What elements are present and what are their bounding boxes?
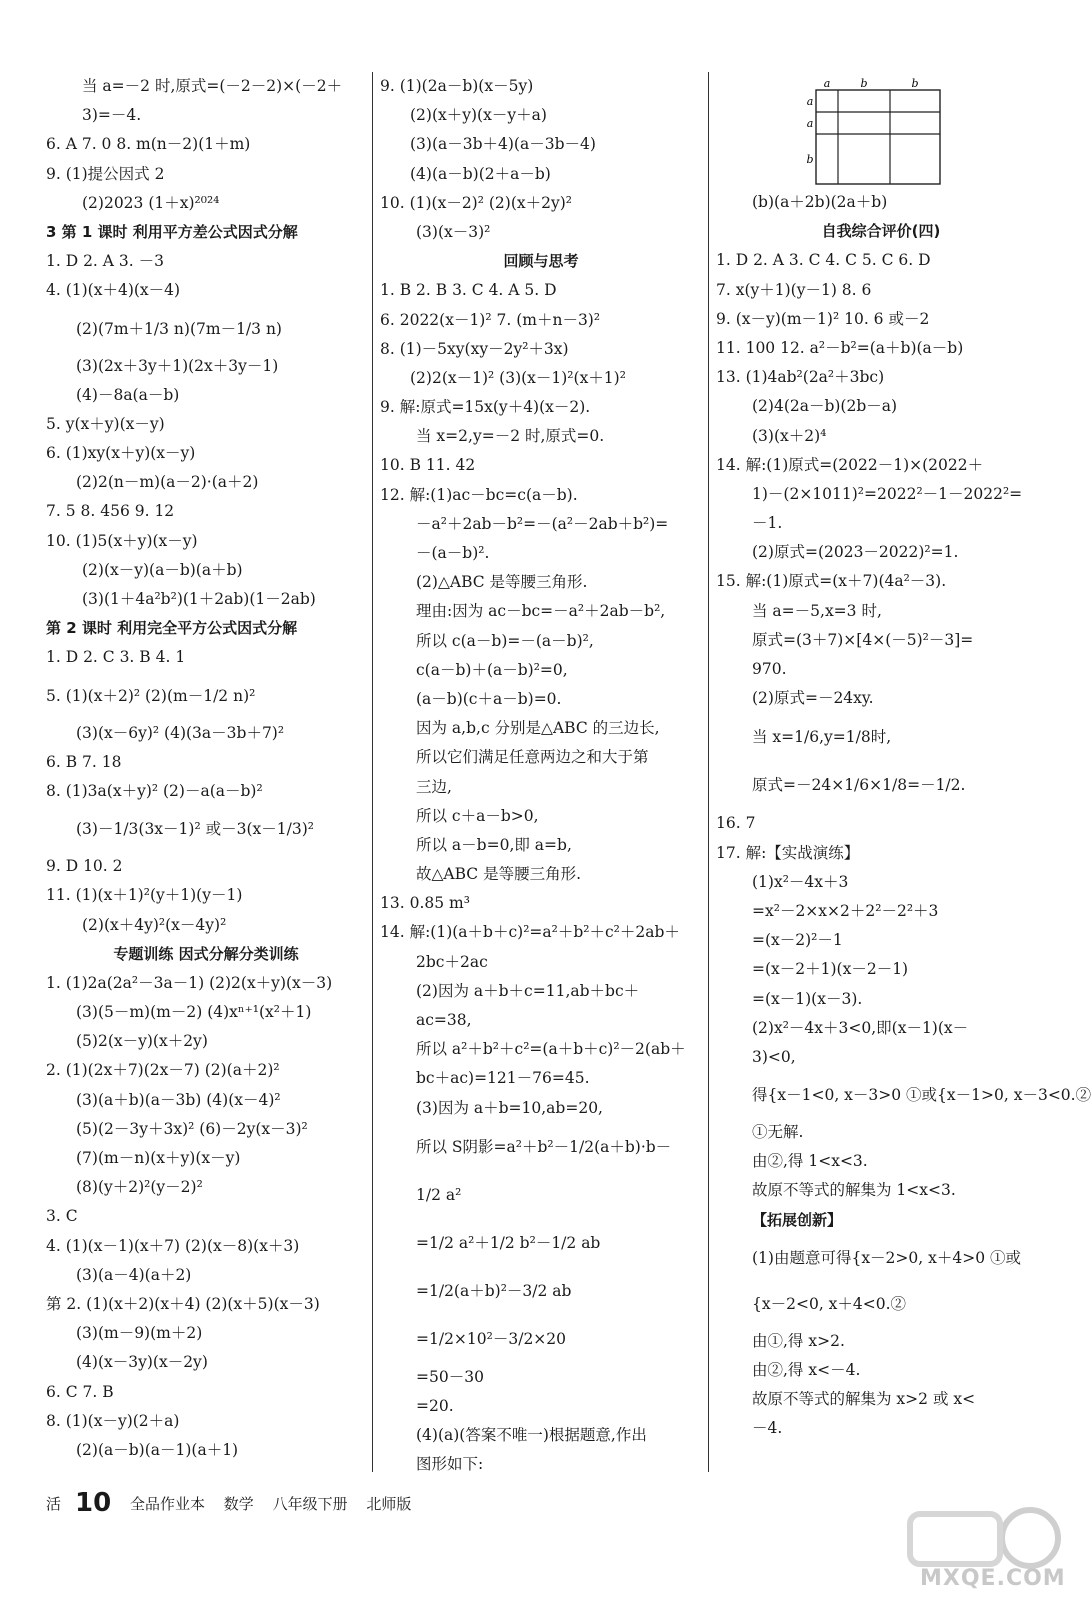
answer-line: =50－30 (416, 1367, 484, 1386)
answer-line: 3)=－4. (82, 106, 142, 125)
answer-line: 所以它们满足任意两边之和大于第 (416, 748, 649, 767)
answer-line: 11. 100 12. a²－b²=(a＋b)(a－b) (716, 338, 964, 357)
answer-line: =1/2 a²＋1/2 b²－1/2 ab (416, 1233, 601, 1252)
answer-line: 9. (1)(2a－b)(x－5y) (380, 77, 534, 95)
answer-line: 1. D 2. A 3. －3 (46, 252, 164, 271)
column-2 (380, 72, 702, 1480)
watermark-text: MXQE.COM (920, 1566, 1066, 1591)
column-1 (46, 72, 366, 1465)
answer-line: (4)(x－3y)(x－2y) (76, 1353, 208, 1372)
answer-line: 13. (1)4ab²(2a²＋3bc) (716, 368, 885, 387)
answer-line: 14. 解:(1)(a＋b＋c)²=a²＋b²＋c²＋2ab＋ (380, 923, 680, 942)
answer-line: (2)x²－4x＋3<0,即(x－1)(x－ (752, 1018, 969, 1037)
answer-line: 14. 解:(1)原式=(2022－1)×(2022＋ (716, 455, 984, 474)
answer-line: 11. (1)(x＋1)²(y＋1)(y－1) (46, 886, 243, 905)
answer-line: 7. x(y＋1)(y－1) 8. 6 (716, 280, 872, 299)
answer-line: (3)(a＋b)(a－3b) (4)(x－4)² (76, 1090, 281, 1109)
answer-line: {x－2<0, x＋4<0.② (752, 1294, 907, 1313)
answer-line: 6. C 7. B (46, 1382, 114, 1401)
section-heading: 回顾与思考 (503, 252, 579, 271)
figure-row-label: a (806, 95, 814, 108)
answer-line: －a²＋2ab－b²=－(a²－2ab＋b²)= (416, 514, 669, 533)
answer-line: (2)(x－y)(a－b)(a＋b) (82, 560, 243, 579)
answer-line: 15. 解:(1)原式=(x＋7)(4a²－3). (716, 572, 947, 591)
answer-line: 1. D 2. A 3. C 4. C 5. C 6. D (716, 251, 931, 270)
figure-col-label: b (911, 77, 919, 90)
answer-line: 因为 a,b,c 分别是△ABC 的三边长, (416, 719, 660, 738)
column-3 (716, 188, 1091, 1444)
answer-line: (8)(y＋2)²(y－2)² (76, 1178, 203, 1197)
answer-line: 12. 解:(1)ac－bc=c(a－b). (380, 485, 578, 504)
answer-line: 由②,得 1<x<3. (752, 1152, 868, 1171)
answer-line: =20. (416, 1396, 454, 1415)
answer-line: 故原不等式的解集为 1<x<3. (752, 1181, 956, 1200)
answer-line: (3)－1/3(3x－1)² 或－3(x－1/3)² (76, 820, 314, 839)
answer-line: (2)(x＋y)(x－y＋a) (410, 106, 547, 125)
answer-line: 10. B 11. 42 (380, 456, 476, 475)
answer-line: (2)2(n－m)(a－2)·(a＋2) (76, 473, 259, 492)
answer-line: 8. (1)－5xy(xy－2y²＋3x) (380, 339, 569, 358)
answer-line: (3)(a－4)(a＋2) (76, 1265, 192, 1284)
answer-line: ac=38, (416, 1011, 472, 1029)
answer-line: 13. 0.85 m³ (380, 894, 470, 913)
answer-line: (2)原式=－24xy. (752, 689, 874, 708)
column-divider-2 (708, 72, 709, 1472)
answer-line: (2)(x＋4y)²(x－4y)² (82, 915, 227, 934)
answer-line: =1/2×10²－3/2×20 (416, 1329, 567, 1348)
answer-line: 由①,得 x>2. (752, 1331, 845, 1350)
answer-line: 当 a=－5,x=3 时, (752, 601, 882, 620)
answer-line: 所以 a－b=0,即 a=b, (416, 835, 572, 854)
answer-line: 1/2 a² (416, 1185, 462, 1204)
answer-line: (5)2(x－y)(x＋2y) (76, 1032, 208, 1051)
answer-line: ①无解. (752, 1123, 804, 1142)
answer-line: 所以 c(a－b)=－(a－b)², (416, 631, 594, 650)
answer-line: 故原不等式的解集为 x>2 或 x< (752, 1390, 976, 1409)
answer-line: (4)(a)(答案不唯一)根据题意,作出 (416, 1426, 647, 1445)
answer-line: 3. C (46, 1207, 78, 1226)
answer-line: 7. 5 8. 456 9. 12 (46, 502, 175, 521)
answer-line: 6. B 7. 18 (46, 752, 122, 771)
answer-line: (5)(2－3y＋3x)² (6)－2y(x－3)² (76, 1119, 308, 1138)
edition: 北师版 (366, 1495, 412, 1513)
answer-line: 4. (1)(x－1)(x＋7) (2)(x－8)(x＋3) (46, 1236, 300, 1255)
page-number: 10 (75, 1488, 112, 1518)
page-footer (46, 1486, 425, 1520)
answer-line: (2)因为 a＋b＋c=11,ab＋bc＋ (416, 981, 640, 1000)
column-divider-1 (372, 72, 373, 1472)
answer-line: (2)(a－b)(a－1)(a＋1) (76, 1440, 239, 1459)
answer-line: 1. (1)2a(2a²－3a－1) (2)2(x＋y)(x－3) (46, 973, 333, 992)
book-title: 全品作业本 (129, 1495, 205, 1513)
answer-line: 10. (1)5(x＋y)(x－y) (46, 531, 198, 550)
figure-row-label: a (806, 117, 814, 130)
answer-line: (7)(m－n)(x＋y)(x－y) (76, 1149, 241, 1167)
answer-line: (2)△ABC 是等腰三角形. (416, 573, 588, 592)
answer-line: 得{x－1<0, x－3>0 ①或{x－1>0, x－3<0.② (752, 1086, 1091, 1105)
answer-line: (2)(7m＋1/3 n)(7m－1/3 n) (76, 319, 282, 338)
answer-line: 8. (1)3a(x＋y)² (2)－a(a－b)² (46, 781, 263, 800)
answer-line: 9. (x－y)(m－1)² 10. 6 或－2 (716, 309, 930, 328)
answer-line: (3)(x－3)² (416, 222, 491, 241)
answer-line: 9. D 10. 2 (46, 857, 123, 876)
answer-line: 10. (1)(x－2)² (2)(x＋2y)² (380, 193, 572, 212)
answer-line: 1)－(2×1011)²=2022²－1－2022²= (752, 484, 1023, 503)
answer-line: 3)<0, (752, 1047, 796, 1066)
answer-line: －(a－b)². (416, 544, 490, 562)
answer-line: bc＋ac)=121－76=45. (416, 1069, 590, 1088)
answer-line: 图形如下: (416, 1455, 484, 1474)
area-grid-figure (790, 76, 950, 192)
answer-line: (3)(x－6y)² (4)(3a－3b＋7)² (76, 723, 285, 742)
answer-line: =(x－2)²－1 (752, 931, 843, 950)
answer-line: 原式=(3＋7)×[4×(－5)²－3]= (752, 630, 974, 649)
section-heading: 【拓展创新】 (752, 1210, 843, 1229)
answer-line: 9. 解:原式=15x(y＋4)(x－2). (380, 398, 591, 417)
answer-line: (3)因为 a＋b=10,ab=20, (416, 1098, 603, 1117)
figure-col-label: b (860, 77, 868, 90)
answer-line: 故△ABC 是等腰三角形. (416, 865, 582, 884)
answer-line: =x²－2×x×2＋2²－2²＋3 (752, 901, 939, 920)
answer-line: 当 x=2,y=－2 时,原式=0. (416, 427, 605, 446)
answer-line: =1/2(a＋b)²－3/2 ab (416, 1281, 572, 1300)
grade: 八年级下册 (272, 1495, 348, 1513)
answer-line: (3)(1＋4a²b²)(1＋2ab)(1－2ab) (82, 590, 316, 608)
answer-line: (4)－8a(a－b) (76, 385, 180, 404)
answer-line: (2)4(2a－b)(2b－a) (752, 397, 898, 416)
answer-line: 5. y(x＋y)(x－y) (46, 414, 165, 433)
answer-line: 当 x=1/6,y=1/8时, (752, 728, 892, 747)
answer-line: 5. (1)(x＋2)² (2)(m－1/2 n)² (46, 686, 256, 705)
answer-line: (2)2(x－1)² (3)(x－1)²(x＋1)² (410, 368, 626, 387)
answer-line: (a－b)(c＋a－b)=0. (416, 689, 562, 708)
answer-line: (1)由题意可得{x－2>0, x＋4>0 ①或 (752, 1248, 1022, 1267)
answer-line: 原式=－24×1/6×1/8=－1/2. (752, 776, 966, 795)
section-heading: 3 第 1 课时 利用平方差公式因式分解 (46, 222, 298, 241)
figure-col-label: a (823, 77, 831, 90)
answer-line: －4. (752, 1419, 783, 1438)
answer-line: 6. (1)xy(x＋y)(x－y) (46, 444, 196, 463)
answer-line: 970. (752, 660, 787, 678)
section-heading: 自我综合评价(四) (821, 222, 941, 241)
answer-line: (3)(5－m)(m－2) (4)xⁿ⁺¹(x²＋1) (76, 1003, 312, 1022)
answer-line: 所以 a²＋b²＋c²=(a＋b＋c)²－2(ab＋ (416, 1040, 686, 1059)
answer-line: 所以 S阴影=a²＋b²－1/2(a＋b)·b－ (416, 1137, 672, 1156)
answer-line: 9. (1)提公因式 2 (46, 164, 165, 183)
answer-line: 6. A 7. 0 8. m(n－2)(1＋m) (46, 135, 251, 154)
answer-line: (3)(2x＋3y＋1)(2x＋3y－1) (76, 356, 279, 375)
answer-line: 三边, (416, 777, 452, 796)
answer-line: (4)(a－b)(2＋a－b) (410, 164, 551, 183)
answer-line: 当 a=－2 时,原式=(－2－2)×(－2＋ (82, 77, 343, 95)
answer-line: (b)(a＋2b)(2a＋b) (752, 193, 888, 211)
answer-line: 17. 解:【实战演练】 (716, 843, 860, 862)
answer-line: 所以 c＋a－b>0, (416, 806, 539, 825)
answer-line: 4. (1)(x＋4)(x－4) (46, 281, 181, 300)
answer-line: 第 2. (1)(x＋2)(x＋4) (2)(x＋5)(x－3) (46, 1294, 320, 1313)
figure-row-label: b (806, 153, 814, 166)
answer-line: 1. D 2. C 3. B 4. 1 (46, 648, 186, 667)
answer-line: 由②,得 x<－4. (752, 1361, 861, 1379)
section-heading: 专题训练 因式分解分类训练 (113, 944, 299, 963)
answer-line: 2bc＋2ac (416, 952, 488, 971)
answer-line: (2)原式=(2023－2022)²=1. (752, 543, 959, 562)
section-heading: 第 2 课时 利用完全平方公式因式分解 (46, 619, 298, 638)
answer-line: 8. (1)(x－y)(2＋a) (46, 1411, 180, 1430)
answer-line: 16. 7 (716, 814, 756, 833)
footer-prefix: 活 (46, 1495, 62, 1513)
answer-line: (3)(x＋2)⁴ (752, 426, 827, 445)
answer-line: 6. 2022(x－1)² 7. (m＋n－3)² (380, 310, 601, 329)
answer-line: 1. B 2. B 3. C 4. A 5. D (380, 281, 557, 300)
answer-line: =(x－1)(x－3). (752, 989, 863, 1008)
answer-line: 理由:因为 ac－bc=－a²＋2ab－b², (416, 602, 666, 621)
subject: 数学 (223, 1495, 254, 1513)
answer-line: (2)2023 (1＋x)²⁰²⁴ (82, 193, 220, 212)
answer-line: (3)(a－3b＋4)(a－3b－4) (410, 135, 596, 154)
answer-line: =(x－2＋1)(x－2－1) (752, 960, 909, 979)
answer-line: (3)(m－9)(m＋2) (76, 1324, 203, 1343)
answer-line: 2. (1)(2x＋7)(2x－7) (2)(a＋2)² (46, 1061, 280, 1080)
answer-line: c(a－b)＋(a－b)²=0, (416, 660, 568, 679)
answer-line: －1. (752, 514, 783, 533)
answer-line: (1)x²－4x＋3 (752, 872, 849, 891)
